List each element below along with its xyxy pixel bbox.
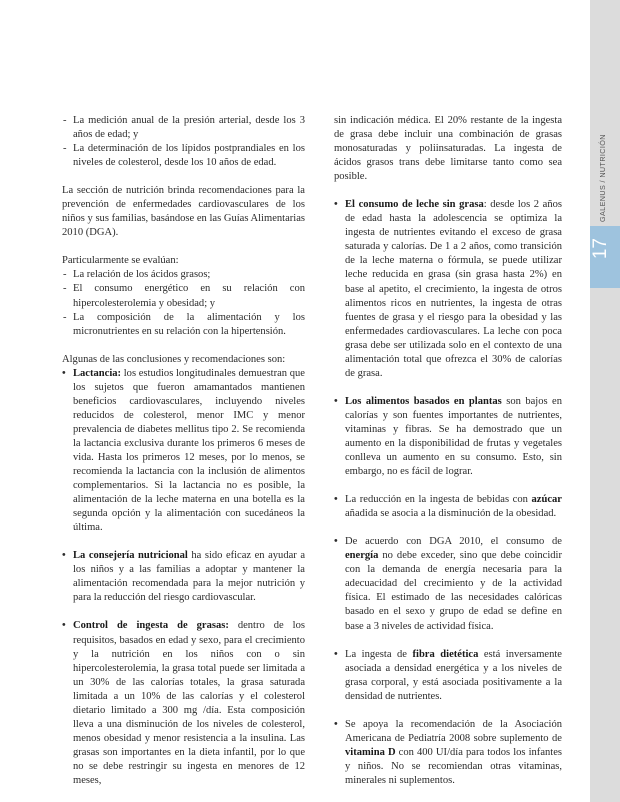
bullet-text: ha sido eficaz en ayudar a los niños y a las familias a adoptar y mantener la alimentación recomendada para la mejor nutrición y para la reducción del riesgo cardiovascular. — [73, 550, 305, 604]
bullet-text: De acuerdo con DGA 2010, el consumo de — [345, 536, 562, 548]
bullet-text: La reducción en la ingesta de bebidas con — [345, 494, 532, 506]
bullet-plantas — [334, 395, 562, 479]
bullet-heading: Lactancia: — [73, 367, 122, 379]
bullet-leche — [334, 198, 562, 381]
conclusions-title: Algunas de las conclusiones y recomendaciones son: — [62, 353, 286, 365]
bullet-text: : desde los 2 años de edad hasta la adolescencia se optimiza la ingesta de nutrientes evitando el exceso de grasa saturada y calorías. De 1 a 2 años, como transición de la leche materna o fórmula, se puede utilizar leche reducida en grasa (sin grasa hasta 2%) en base al apetito, el crecimiento, la ingesta de otros alimentos ricos en nutrientes, la ingesta de otras fuentes de grasa y el riesgo para la obesidad y las enfermedades cardiovasculares. La leche con poca grasa debe ser utilizada solo en el contexto de una alimentación total que ofrezca el 30% de calorías de grasa. — [345, 199, 562, 379]
bullet-heading: vitamina D — [345, 746, 396, 758]
bullet-energia — [334, 535, 562, 633]
bullet-grasas — [62, 619, 305, 788]
right-column — [334, 114, 562, 788]
evaluated-title: Particularmente se evalúan: — [62, 255, 179, 267]
section-label: GALENUS / NUTRICIÓN — [598, 134, 607, 222]
bullet-text: Se apoya la recomendación de la Asociación Americana de Pediatría 2008 sobre suplemento de — [345, 718, 562, 744]
bullet-text: con 400 UI/día para todos los infantes y niños. No se recomiendan otras vitaminas, minerales ni suplementos. — [345, 746, 562, 786]
bullet-lactancia — [62, 367, 305, 536]
nutrition-section-paragraph: La sección de nutrición brinda recomendaciones para la prevención de enfermedades cardiovasculares de los niños y sus familias, basándose en las Guías Alimentarias 2010 (DGA). — [62, 185, 305, 239]
bullet-vitamina — [334, 718, 562, 788]
bullet-text: dentro de los requisitos, basados en edad y sexo, para el crecimiento y la nutrición en los niños con o sin hipercolesterolemia, la grasa total puede ser limitada a un 30% de las calorías totales, la grasa saturada limitada a un 10% de las calorías y el colesterol dietario limitado a 300 mg /día. Esta composición lleva a una disminución de los niveles de colesterol, menos obesidad y menor resistencia a la insulina. Las grasas son importantes en la dieta infantil, por lo que no se debe restringir su ingesta en menores de 12 meses, — [73, 620, 305, 786]
left-column — [62, 114, 305, 788]
evaluated-item: - La relación de los ácidos grasos; — [62, 268, 305, 282]
bullet-text: los estudios longitudinales demuestran que los sujetos que fueron amamantados mantienen beneficios cardiovasculares, incluyendo niveles reducidos de colesterol, menor IMC y menor prevalencia de diabetes mellitus tipo 2. Se recomienda la lactancia exclusiva durante los primeros 6 meses de vida. Hasta los primeros 12 meses, por lo menos, se recomienda la lactancia con la inclusión de alimentos complementarios. Si la lactancia no es posible, la alimentación de la leche materna en una botella es la segunda opción y la alimentación con sucedáneos la última. — [73, 367, 305, 534]
bullet-azucar — [334, 493, 562, 521]
page-sidebar — [590, 0, 620, 802]
bullet-text: La ingesta de — [345, 648, 413, 660]
intro-item: - La determinación de los lípidos postprandiales en los niveles de colesterol, desde los 10 años de edad. — [62, 142, 305, 170]
evaluated-item: - La composición de la alimentación y los micronutrientes en su relación con la hipertensión. — [62, 311, 305, 339]
bullet-text: son bajos en calorías y son fuentes importantes de nutrientes, vitaminas y fibras. Se ha demostrado que un aumento en la disponibilidad de frutas y vegetales conlleva un aumento en su consumo. Esto, sin embargo, no es fácil de lograr. — [345, 395, 562, 478]
bullet-heading: energía — [345, 550, 379, 562]
bullet-text: está inversamente asociada a densidad energética y a los niveles de grasa corporal, y está asociada positivamente a la densidad de nutrientes. — [345, 648, 562, 702]
page-number: 17 — [590, 238, 611, 260]
evaluated-item: - El consumo energético en su relación con hipercolesterolemia y obesidad; y — [62, 282, 305, 310]
bullet-text: no debe exceder, sino que debe coincidir con la demanda de energía necesaria para la adecuacidad del crecimiento y de la actividad física. El estimado de las necesidades calóricas basado en el sexo y grupo de edad se define en base a 3 niveles de actividad física. — [345, 550, 562, 632]
bullet-heading: fibra dietética — [412, 648, 479, 660]
bullet-heading: La consejería nutricional — [73, 550, 188, 562]
bullet-text: añadida se asocia a la disminución de la obesidad. — [345, 508, 557, 520]
bullet-heading: Los alimentos basados en plantas — [345, 395, 502, 407]
bullet-consejeria — [62, 549, 305, 605]
bullet-heading: azúcar — [531, 494, 562, 506]
bullet-heading: Control de ingesta de grasas: — [73, 620, 229, 632]
bullet-fibra — [334, 648, 562, 704]
bullet-heading: El consumo de leche sin grasa — [345, 199, 484, 211]
intro-item: - La medición anual de la presión arterial, desde los 3 años de edad; y — [62, 114, 305, 142]
continued-paragraph: sin indicación médica. El 20% restante de la ingesta de grasa debe incluir una combinación de grasas monosaturadas y poliinsaturadas. La ingesta de ácidos grasos trans debe limitarse tanto como sea posible. — [334, 115, 562, 183]
